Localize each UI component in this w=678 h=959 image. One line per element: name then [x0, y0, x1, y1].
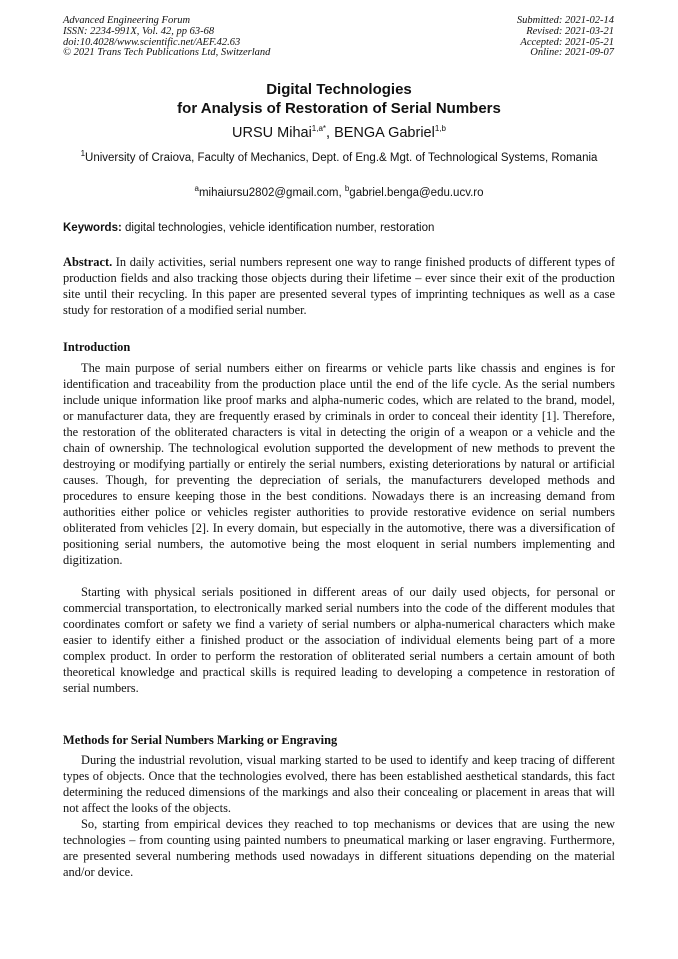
abstract [63, 254, 615, 318]
email-a-sup: a [194, 184, 199, 194]
copyright: © 2021 Trans Tech Publications Ltd, Switzerland [63, 47, 271, 59]
email-b: gabriel.benga@edu.ucv.ro [349, 187, 484, 199]
author-separator: , [326, 125, 335, 141]
abstract-text: In daily activities, serial numbers represent one way to range finished products of different types of production fields and also tracking those objects during their lifetime – ever since their exit of the production site until their recycling. In this paper are presented several types of imprinting techniques as well as a case study for restoration of a modified serial number. [63, 255, 615, 317]
methods-paragraph-2: So, starting from empirical devices they reached to top mechanisms or devices that are using the new technologies – from counting using painted numbers to pneumatical marking or laser engraving. Furthermore, are presented several numbering methods used nowadays in different situations depending on the material and/or device. [63, 817, 615, 879]
title-line-2: for Analysis of Restoration of Serial Numbers [177, 99, 501, 117]
author-2-name: BENGA Gabriel [334, 125, 435, 141]
abstract-label: Abstract. [63, 255, 113, 269]
keywords-label: Keywords: [63, 222, 122, 234]
title-line-1: Digital Technologies [266, 81, 412, 98]
methods-heading: Methods for Serial Numbers Marking or Engraving [63, 733, 338, 747]
email-b-sup: b [344, 184, 350, 194]
affiliation [70, 150, 608, 166]
submitted-date: Submitted: 2021-02-14 [516, 15, 614, 26]
journal-name: Advanced Engineering Forum [63, 15, 191, 26]
introduction-heading: Introduction [63, 340, 131, 354]
issn: ISSN: 2234-991X, Vol. 42, pp 63-68 [63, 25, 215, 37]
author-1-name: URSU Mihai [232, 125, 312, 141]
journal-info [63, 16, 270, 59]
introduction-paragraph-1: The main purpose of serial numbers either on firearms or vehicle parts like chassis and engines is for identification and traceability from the production place until the end of the life cycle. As the serial numbers include unique information like proof marks and alpha-numeric codes, which are related to the brand, model, or manufacturer data, they are frequently erased by criminals in order to conceal their identity [1]. Therefore, the restoration of the obliterated characters is vital in detecting the origin of a weapon or a vehicle and the chain of ownership. The technological evolution supported the development of new methods to prevent the destroying or modifying partially or entirely the serial numbers, existing deteriorations by natural or artificial causes. Though, for preventing the depreciation of serials, the manufacturers developed methods and procedures to ensure keeping those in the best conditions. Nowadays there is an increasing demand from authorities either police or vehicles register authorities to provide restorative evidence on serial numbers obliterated from vehicles [2]. In every domain, but especially in the automotive, there was a diversification of positioning serial numbers, the automotive being the most eloquent in serial numbers implementing and digitization. [63, 361, 615, 567]
accepted-date: Accepted: 2021-05-21 [520, 36, 614, 48]
introduction-paragraph-2: Starting with physical serials positioned in different areas of our daily used objects, for personal or commercial transportation, to electronically marked serial numbers into the code of the different modules that coordinates comfort or safety we find a variety of serial numbers or alpha-numerical characters which make easier to identify either a finished product or the association of individual elements being part of a more complex product. In order to perform the restoration of obliterated serial numbers a certain amount of both theoretical knowledge and practical skills is required leading to developing a competence in restoration of serial numbers. [63, 585, 615, 695]
affiliation-sup: 1 [80, 149, 86, 159]
online-date: Online: 2021-09-07 [530, 47, 614, 59]
methods-paragraph-1: During the industrial revolution, visual marking started to be used to identify and keep tracing of different types of objects. Once that the technologies evolved, there has been established aesthetical standards, this fact determining the reduced dimensions of the markings and also their concealing or placement in areas that will not affect the looks of the objects. [63, 753, 615, 815]
author-2-sup: 1,b [434, 124, 446, 134]
author-list [0, 124, 678, 142]
keywords-text: digital technologies, vehicle identification number, restoration [121, 222, 435, 234]
email-a: mihaiursu2802@gmail.com, [198, 187, 345, 199]
doi: doi:10.4028/www.scientific.net/AEF.42.63 [63, 36, 241, 48]
author-1-sup: 1,a* [311, 124, 327, 134]
author-emails [0, 185, 678, 201]
publication-dates [517, 16, 614, 59]
affiliation-text: University of Craiova, Faculty of Mechanics, Dept. of Eng.& Mgt. of Technological Systems, Romania [85, 152, 598, 164]
revised-date: Revised: 2021-03-21 [526, 25, 614, 37]
paper-title [0, 81, 678, 118]
keywords [63, 220, 615, 236]
